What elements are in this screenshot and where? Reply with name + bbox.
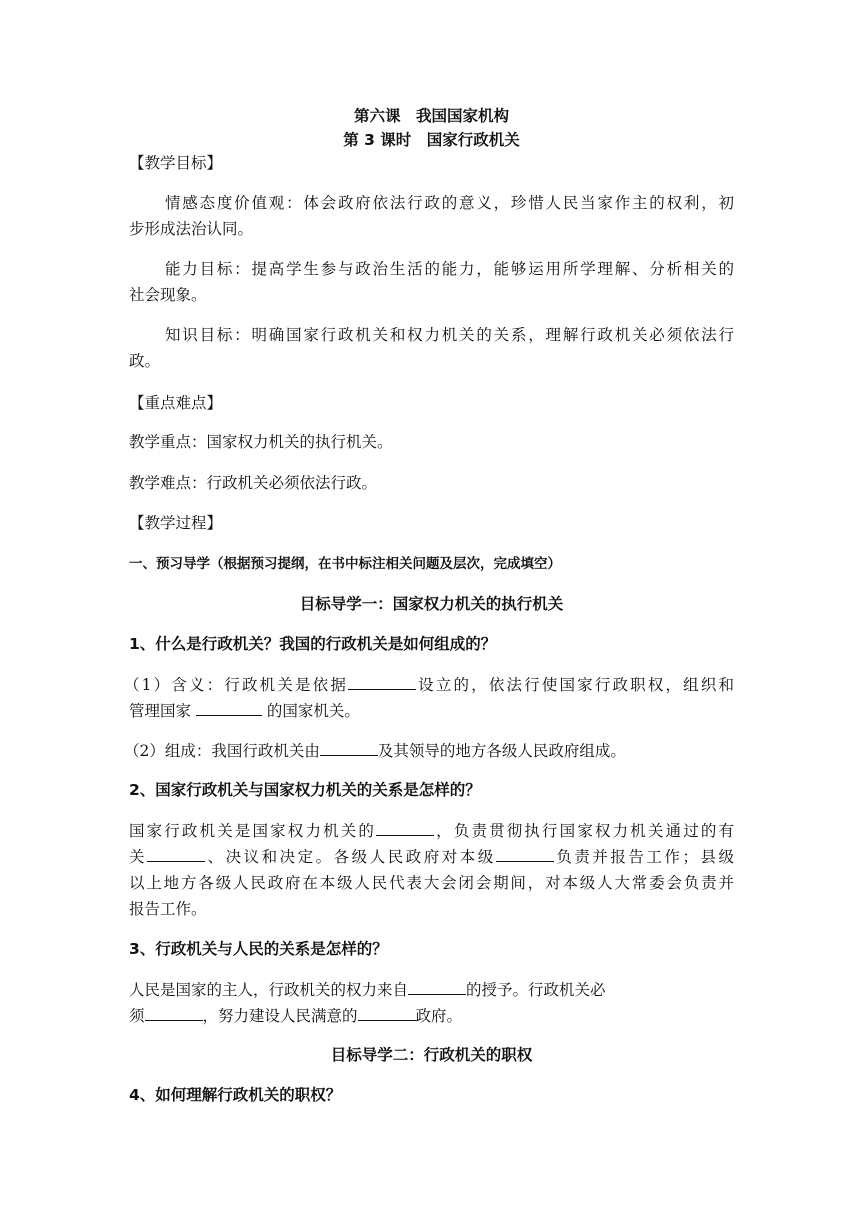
teaching-difficulty: 教学难点：行政机关必须依法行政。 bbox=[129, 474, 378, 492]
preview-instruction: 一、预习导学（根据预习提纲，在书中标注相关问题及层次，完成填空） bbox=[129, 556, 561, 572]
goal-ability-line1: 能力目标：提高学生参与政治生活的能力，能够运用所学理解、分析相关的 bbox=[165, 260, 734, 278]
relation-line2: 关 、决议和决定。各级人民政府对本级 负责并报告工作；县级 bbox=[129, 848, 734, 866]
people-line2: 须 ，努力建设人民满意的 政府。 bbox=[129, 1007, 463, 1025]
people-line1: 人民是国家的主人，行政机关的权力来自 的授予。行政机关必 bbox=[129, 981, 606, 999]
goal-knowledge-line1: 知识目标：明确国家行政机关和权力机关的关系，理解行政机关必须依法行 bbox=[165, 326, 734, 344]
fill-blank[interactable] bbox=[196, 700, 262, 716]
fill-blank[interactable] bbox=[348, 674, 416, 690]
section1-title: 目标导学一：国家权力机关的执行机关 bbox=[299, 595, 564, 613]
relation-line4: 报告工作。 bbox=[129, 900, 207, 918]
question-2: 2、国家行政机关与国家权力机关的关系是怎样的？ bbox=[129, 781, 481, 799]
question-1: 1、什么是行政机关？我国的行政机关是如何组成的？ bbox=[129, 635, 497, 653]
keypoints-heading: 【重点难点】 bbox=[129, 394, 223, 412]
period-title: 第 3 课时 国家行政机关 bbox=[343, 131, 520, 149]
fill-blank[interactable] bbox=[358, 1005, 416, 1021]
fill-blank[interactable] bbox=[320, 740, 378, 756]
goal-emotion-line2: 步形成法治认同。 bbox=[129, 220, 254, 238]
answer-definition-line2: 管理国家 的国家机关。 bbox=[129, 702, 360, 720]
answer-definition-line1: （1）含义：行政机关是依据 设立的，依法行使国家行政职权，组织和 bbox=[124, 676, 734, 694]
answer-composition: （2）组成：我国行政机关由 及其领导的地方各级人民政府组成。 bbox=[124, 742, 626, 760]
section2-title: 目标导学二：行政机关的职权 bbox=[330, 1046, 533, 1064]
relation-line3: 以上地方各级人民政府在本级人民代表大会闭会期间，对本级人大常委会负责并 bbox=[129, 874, 734, 892]
fill-blank[interactable] bbox=[147, 846, 205, 862]
fill-blank[interactable] bbox=[496, 846, 554, 862]
fill-blank[interactable] bbox=[408, 979, 466, 995]
lesson-title: 第六课 我国国家机构 bbox=[353, 107, 509, 125]
teaching-focus: 教学重点：国家权力机关的执行机关。 bbox=[129, 433, 393, 451]
goals-heading: 【教学目标】 bbox=[129, 154, 223, 172]
goal-ability-line2: 社会现象。 bbox=[129, 286, 207, 304]
relation-line1: 国家行政机关是国家权力机关的 ，负责贯彻执行国家权力机关通过的有 bbox=[129, 822, 734, 840]
goal-emotion-line1: 情感态度价值观：体会政府依法行政的意义，珍惜人民当家作主的权利，初 bbox=[165, 194, 734, 212]
goal-knowledge-line2: 政。 bbox=[129, 352, 161, 370]
fill-blank[interactable] bbox=[376, 820, 434, 836]
fill-blank[interactable] bbox=[145, 1005, 203, 1021]
question-4: 4、如何理解行政机关的职权？ bbox=[129, 1086, 342, 1104]
question-3: 3、行政机关与人民的关系是怎样的？ bbox=[129, 940, 388, 958]
process-heading: 【教学过程】 bbox=[129, 514, 223, 532]
